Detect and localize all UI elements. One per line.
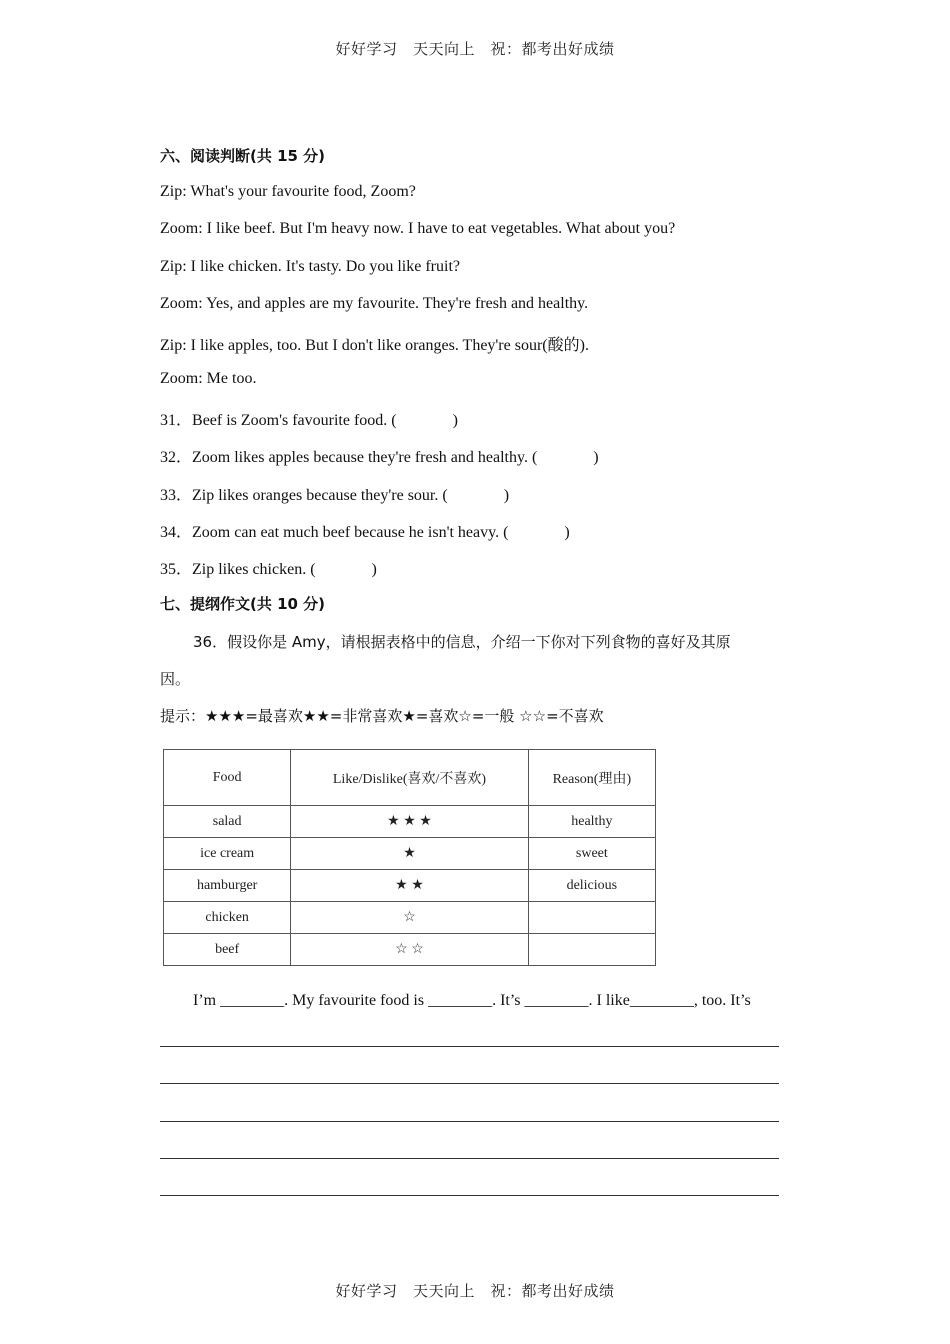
writing-line[interactable]: [160, 1046, 779, 1047]
dialogue-line: Zoom: Yes, and apples are my favourite. They're fresh and healthy.: [160, 295, 589, 312]
cell-reason: healthy: [528, 806, 655, 838]
writing-line[interactable]: [160, 1121, 779, 1122]
table-row: [164, 902, 656, 934]
cell-rating: ★: [291, 838, 528, 870]
question-close: ): [452, 412, 458, 429]
cell-rating: ★ ★: [291, 870, 528, 902]
question-31: [160, 407, 458, 430]
table-row: [164, 838, 656, 870]
writing-starter: I’m ________. My favourite food is ________. It’s ________. I like________, too. It’s: [193, 992, 751, 1009]
question-text: Zoom can eat much beef because he isn't heavy. (: [192, 524, 509, 541]
dialogue-line: Zoom: I like beef. But I'm heavy now. I have to eat vegetables. What about you?: [160, 220, 676, 237]
question-text: Beef is Zoom's favourite food. (: [192, 412, 397, 429]
dialogue-line: Zip: What's your favourite food, Zoom?: [160, 183, 416, 200]
cell-rating: ☆ ☆: [291, 934, 528, 966]
section-6-title: 六、阅读判断(共 15 分): [160, 147, 326, 165]
cell-rating: ★ ★ ★: [291, 806, 528, 838]
question-number: 35．: [160, 561, 193, 578]
page-footer: 好好学习 天天向上 祝：都考出好成绩: [335, 1282, 615, 1300]
question-text: Zoom likes apples because they're fresh and healthy. (: [192, 449, 538, 466]
question-number: 34．: [160, 524, 193, 541]
cell-reason: [528, 902, 655, 934]
question-text: Zip likes oranges because they're sour. (: [192, 487, 448, 504]
writing-prompt-cont: 因。: [160, 670, 191, 688]
writing-line[interactable]: [160, 1158, 779, 1159]
writing-line[interactable]: [160, 1083, 779, 1084]
question-number: 31．: [160, 412, 193, 429]
table-row: [164, 934, 656, 966]
table-row: [164, 806, 656, 838]
question-number: 33．: [160, 487, 193, 504]
question-text: Zip likes chicken. (: [192, 561, 316, 578]
cell-food: salad: [164, 806, 291, 838]
section-7-title: 七、提纲作文(共 10 分): [160, 595, 326, 613]
question-close: ): [503, 487, 510, 504]
rating-hint: 提示：★★★=最喜欢★★=非常喜欢★=喜欢☆=一般 ☆☆=不喜欢: [160, 707, 604, 725]
header-reason: Reason(理由): [528, 750, 655, 806]
question-close: ): [564, 524, 570, 541]
question-34: [160, 519, 570, 542]
dialogue-line: Zip: I like chicken. It's tasty. Do you like fruit?: [160, 258, 460, 275]
table-header-row: [164, 750, 656, 806]
writing-line[interactable]: [160, 1195, 779, 1196]
writing-prompt: 36．假设你是 Amy，请根据表格中的信息，介绍一下你对下列食物的喜好及其原: [193, 633, 731, 651]
cell-food: ice cream: [164, 838, 291, 870]
question-33: [160, 482, 509, 505]
cell-reason: sweet: [528, 838, 655, 870]
dialogue-line: Zip: I like apples, too. But I don't like oranges. They're sour(酸的).: [160, 337, 589, 354]
table-row: [164, 870, 656, 902]
cell-food: hamburger: [164, 870, 291, 902]
cell-reason: [528, 934, 655, 966]
header-like-dislike: Like/Dislike(喜欢/不喜欢): [291, 750, 528, 806]
dialogue-line: Zoom: Me too.: [160, 370, 257, 387]
question-close: ): [371, 561, 377, 578]
question-close: ): [593, 449, 599, 466]
cell-food: beef: [164, 934, 291, 966]
question-35: [160, 556, 377, 579]
cell-rating: ☆: [291, 902, 528, 934]
cell-food: chicken: [164, 902, 291, 934]
header-food: Food: [164, 750, 291, 806]
page-header: 好好学习 天天向上 祝：都考出好成绩: [335, 40, 615, 58]
question-32: [160, 444, 599, 467]
question-number: 32．: [160, 449, 193, 466]
food-preference-table: [163, 749, 656, 966]
cell-reason: delicious: [528, 870, 655, 902]
